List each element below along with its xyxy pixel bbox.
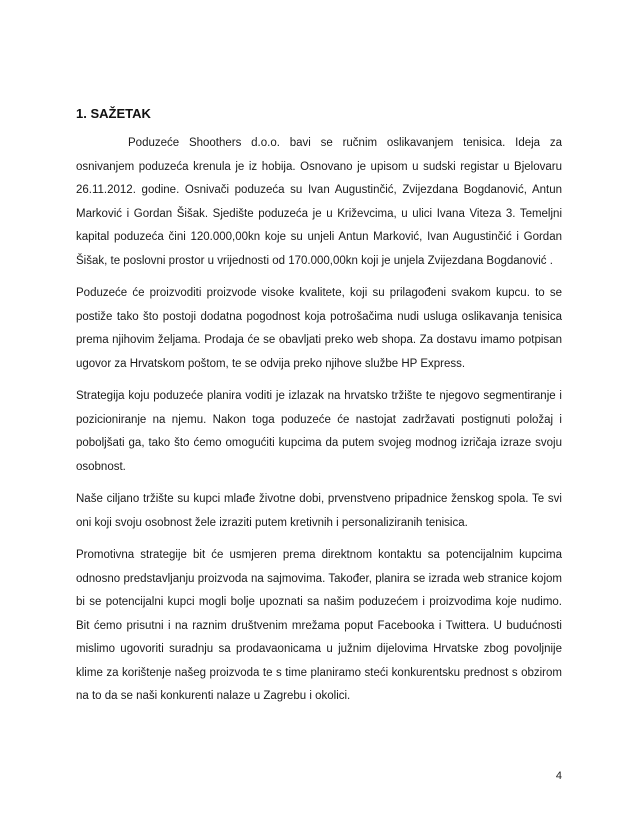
- paragraph-promotion: Promotivna strategije bit će usmjeren prema direktnom kontaktu sa potencijalnim kupcima odnosno predstavljanju proizvoda na sajmovima. Također, planira se izrada web stranice kojom bi se potencijalni kupci mogli bolje upoznati sa našim poduzećem i proizvodima koje nudimo. Bit ćemo prisutni i na raznim društvenim mrežama poput Facebooka i Twittera. U budućnosti mislimo ugovoriti suradnju sa prodavaonicama u južnim dijelovima Hrvatske zbog povoljnije klime za korištenje našeg proizvoda te s time planiramo steći konkurentsku prednost s obzirom na to da se naši konkurenti nalaze u Zagrebu i okolici.: [76, 549, 562, 702]
- paragraph-products: Poduzeće će proizvoditi proizvode visoke kvalitete, koji su prilagođeni svakom kupcu. to se postiže tako što postoji dodatna pogodnost koja potrošačima nudi usluga oslikavanja tenisica prema njihovim željama. Prodaja će se obavljati preko web shopa. Za dostavu imamo potpisan ugovor za Hrvatskom poštom, te se odvija preko njihove službe HP Express.: [76, 287, 562, 370]
- page-content: [76, 106, 562, 718]
- page-number: 4: [555, 770, 562, 782]
- paragraph-company-overview: Poduzeće Shoothers d.o.o. bavi se ručnim oslikavanjem tenisica. Ideja za osnivanjem poduzeća krenula je iz hobija. Osnovano je upisom u sudski registar u Bjelovaru 26.11.2012. godine. Osnivači poduzeća su Ivan Augustinčić, Zvijezdana Bogdanović, Antun Marković i Gordan Šišak. Sjedište poduzeća je u Križevcima, u ulici Ivana Viteza 3. Temeljni kapital poduzeća čini 120.000,00kn koje su unjeli Antun Marković, Ivan Augustinčić i Gordan Šišak, te poslovni prostor u vrijednosti od 170.000,00kn koji je unjela Zvijezdana Bogdanović .: [76, 137, 562, 267]
- paragraph-target-market: Naše ciljano tržište su kupci mlađe životne dobi, prvenstveno pripadnice ženskog spola. Te svi oni koji svoju osobnost žele izraziti putem kretivnih i personaliziranih tenisica.: [76, 493, 562, 529]
- paragraph-strategy: Strategija koju poduzeće planira voditi je izlazak na hrvatsko tržište te njegovo segmentiranje i pozicioniranje na njemu. Nakon toga poduzeće će nastojat zadržavati postignuti položaj i poboljšati ga, tako što ćemo omogućiti kupcima da putem svojeg modnog izričaja izraze svoju osobnost.: [76, 390, 562, 473]
- section-heading: 1. SAŽETAK: [76, 106, 151, 121]
